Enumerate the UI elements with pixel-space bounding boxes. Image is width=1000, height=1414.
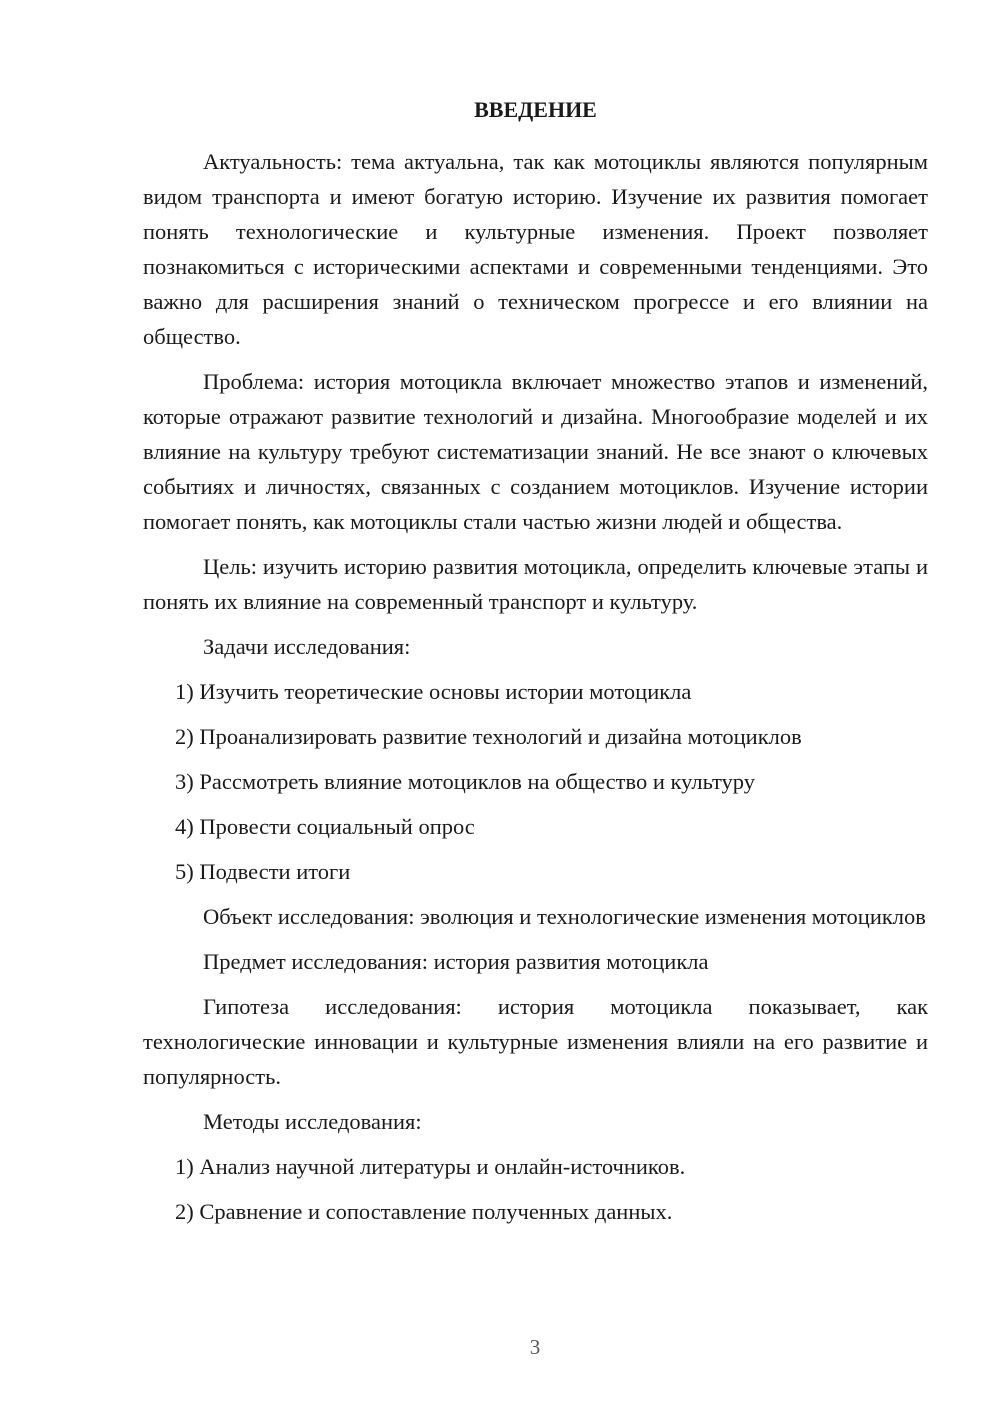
page-title: ВВЕДЕНИЕ	[474, 97, 597, 122]
document-page	[143, 92, 928, 1239]
page-number: 3	[529, 1335, 541, 1359]
list-item: 2) Проанализировать развитие технологий и дизайна мотоциклов	[175, 724, 802, 749]
methods-list	[143, 1149, 928, 1229]
methods-heading: Методы исследования:	[203, 1109, 422, 1134]
list-item: 2) Сравнение и сопоставление полученных данных.	[175, 1199, 673, 1224]
list-item: 3) Рассмотреть влияние мотоциклов на общество и культуру	[175, 769, 756, 794]
goal-paragraph: Цель: изучить историю развития мотоцикла, определить ключевые этапы и понять их влияние на современный транспорт и культуру.	[143, 554, 928, 614]
tasks-heading: Задачи исследования:	[203, 634, 411, 659]
relevance-paragraph: Актуальность: тема актуальна, так как мотоциклы являются популярным видом транспорта и имеют богатую историю. Изучение их развития помогает понять технологические и культурные изменения. Проект позволяет познакомиться с историческими аспектами и современными тенденциями. Это важно для расширения знаний о техническом прогрессе и его влиянии на общество.	[143, 149, 928, 349]
object-paragraph: Объект исследования: эволюция и технологические изменения мотоциклов	[203, 904, 926, 929]
list-item: 1) Анализ научной литературы и онлайн-источников.	[175, 1154, 686, 1179]
subject-paragraph: Предмет исследования: история развития мотоцикла	[203, 949, 709, 974]
list-item: 1) Изучить теоретические основы истории мотоцикла	[175, 679, 692, 704]
list-item: 4) Провести социальный опрос	[175, 814, 475, 839]
hypothesis-paragraph: Гипотеза исследования: история мотоцикла показывает, как технологические инновации и культурные изменения влияли на его развитие и популярность.	[143, 994, 928, 1089]
problem-paragraph: Проблема: история мотоцикла включает множество этапов и изменений, которые отражают развитие технологий и дизайна. Многообразие моделей и их влияние на культуру требуют систематизации знаний. Не все знают о ключевых событиях и личностях, связанных с созданием мотоциклов. Изучение истории помогает понять, как мотоциклы стали частью жизни людей и общества.	[143, 369, 928, 534]
list-item: 5) Подвести итоги	[175, 859, 351, 884]
tasks-list	[143, 674, 928, 889]
